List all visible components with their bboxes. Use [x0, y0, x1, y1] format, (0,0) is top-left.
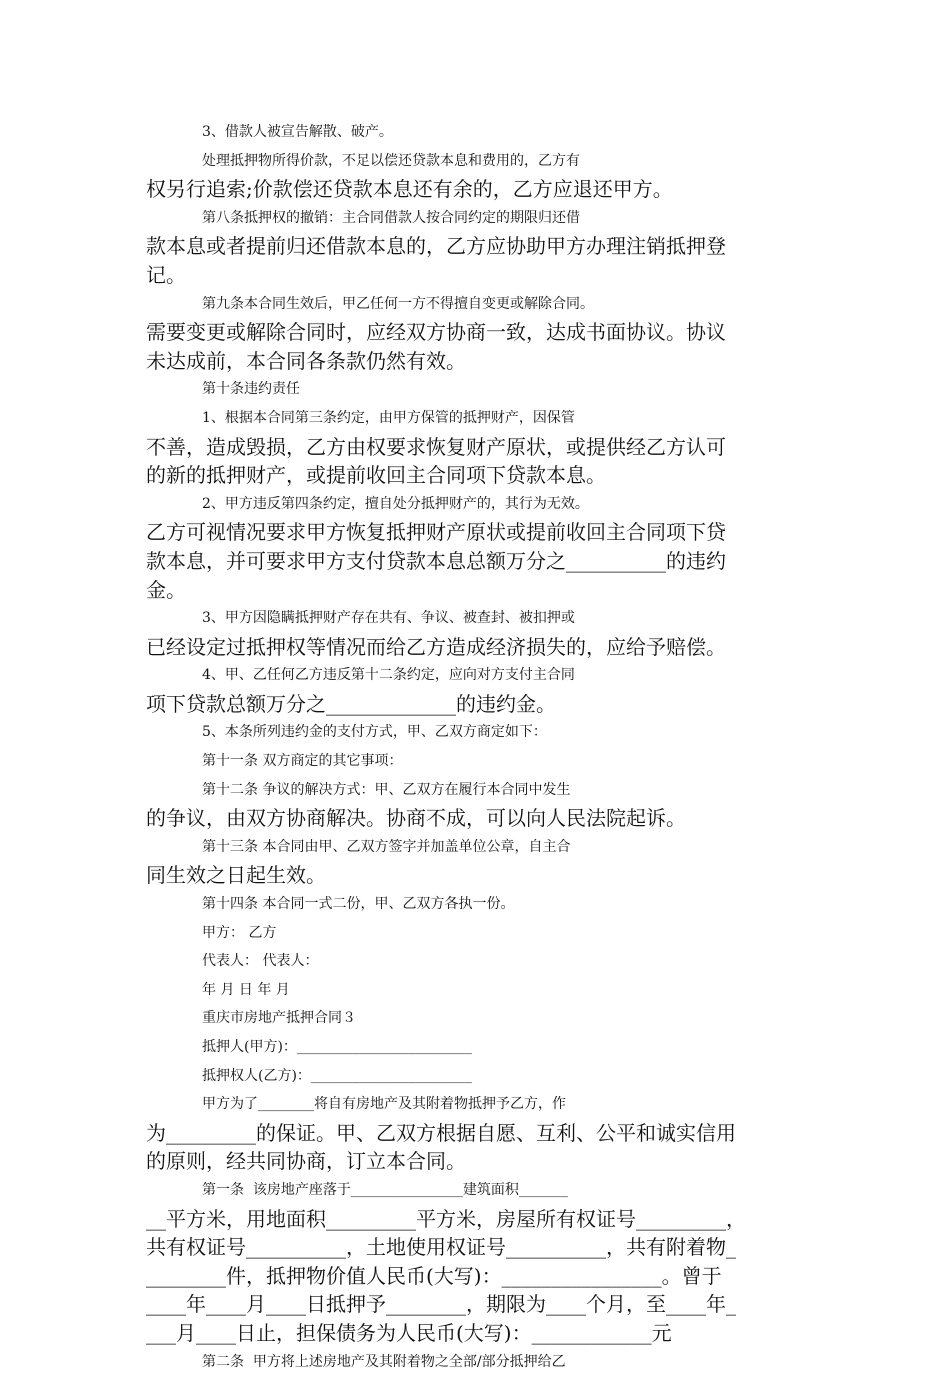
document-line: 第十三条 本合同由甲、乙双方签字并加盖单位公章，自主合 [202, 838, 571, 855]
document-line: 第十条违约责任 [202, 381, 300, 398]
document-line: 乙方可视情况要求甲方恢复抵押财产原状或提前收回主合同项下贷 [146, 520, 726, 545]
document-line: 3、借款人被宣告解散、破产。 [202, 124, 393, 140]
document-line: 第十二条 争议的解决方式：甲、乙双方在履行本合同中发生 [202, 781, 571, 798]
document-line: 抵押人(甲方)：_________________________ [202, 1039, 472, 1055]
document-line: 需要变更或解除合同时，应经双方协商一致，达成书面协议。协议 [146, 320, 726, 345]
document-line: 第十一条 双方商定的其它事项： [202, 753, 403, 770]
document-line: 第一条 该房地产座落于________________建筑面积_______ [202, 1181, 568, 1198]
document-line: 为_________的保证。甲、乙双方根据自愿、互利、公平和诚实信用 [146, 1120, 736, 1145]
document-line: 的争议，由双方协商解决。协商不成，可以向人民法院起诉。 [146, 806, 686, 831]
document-line: ___月____日止，担保债务为人民币(大写)：____________元 [146, 1320, 672, 1345]
document-line: 处理抵押物所得价款，不足以偿还贷款本息和费用的，乙方有 [202, 152, 580, 169]
document-line: 权另行追索;价款偿还贷款本息还有余的，乙方应退还甲方。 [146, 177, 673, 202]
document-line: 的新的抵押财产，或提前收回主合同项下贷款本息。 [146, 463, 606, 488]
document-line: 重庆市房地产抵押合同３ [202, 1010, 356, 1027]
document-line: 记。 [146, 262, 186, 287]
document-line: ________件，抵押物价值人民币(大写)：________________。曾于 [146, 1263, 722, 1288]
document-line: 项下贷款总额万分之_____________的违约金。 [146, 691, 556, 716]
document-line: 第八条抵押权的撤销：主合同借款人按合同约定的期限归还借 [202, 209, 580, 226]
document-line: ____年____月____日抵押予________，期限为____个月，至____年_ [146, 1292, 736, 1317]
contract-document [146, 118, 816, 1376]
document-line: 年 月 日 年 月 [202, 981, 290, 998]
document-line: 共有权证号__________，土地使用权证号__________，共有附着物_ [146, 1235, 736, 1260]
document-line: 3、甲方因隐瞒抵押财产存在共有、争议、被查封、被扣押或 [202, 610, 575, 627]
document-line: 第九条本合同生效后，甲乙任何一方不得擅自变更或解除合同。 [202, 295, 594, 312]
document-line: 的原则，经共同协商，订立本合同。 [146, 1149, 466, 1174]
document-line: 款本息或者提前归还借款本息的，乙方应协助甲方办理注销抵押登 [146, 234, 726, 259]
document-line: 5、本条所列违约金的支付方式，甲、乙双方商定如下： [202, 724, 547, 741]
document-line: 甲方为了________将自有房地产及其附着物抵押予乙方，作 [202, 1096, 566, 1113]
document-line: 第十四条 本合同一式二份，甲、乙双方各执一份。 [202, 896, 515, 913]
document-line: 款本息，并可要求甲方支付贷款本息总额万分之__________的违约 [146, 548, 726, 573]
document-line: 未达成前，本合同各条款仍然有效。 [146, 348, 466, 373]
document-line: 同生效之日起生效。 [146, 863, 326, 888]
document-line: 2、甲方违反第四条约定，擅自处分抵押财产的，其行为无效。 [202, 495, 589, 512]
document-line: 代表人： 代表人： [202, 953, 319, 970]
document-line: 抵押权人(乙方)：_______________________ [202, 1067, 472, 1084]
document-line: 1、根据本合同第三条约定，由甲方保管的抵押财产，因保管 [202, 409, 575, 426]
document-line: 不善，造成毁损，乙方由权要求恢复财产原状，或提供经乙方认可 [146, 434, 726, 459]
document-line: 甲方： 乙方 [202, 924, 277, 941]
document-line: 第二条 甲方将上述房地产及其附着物之全部/部分抵押给乙 [202, 1353, 566, 1370]
document-line: 金。 [146, 577, 186, 602]
document-line: 4、甲、乙任何乙方违反第十二条约定，应向对方支付主合同 [202, 667, 575, 684]
document-line: __平方米，用地面积_________平方米，房屋所有权证号_________， [146, 1206, 746, 1231]
document-line: 已经设定过抵押权等情况而给乙方造成经济损失的，应给予赔偿。 [146, 634, 726, 659]
